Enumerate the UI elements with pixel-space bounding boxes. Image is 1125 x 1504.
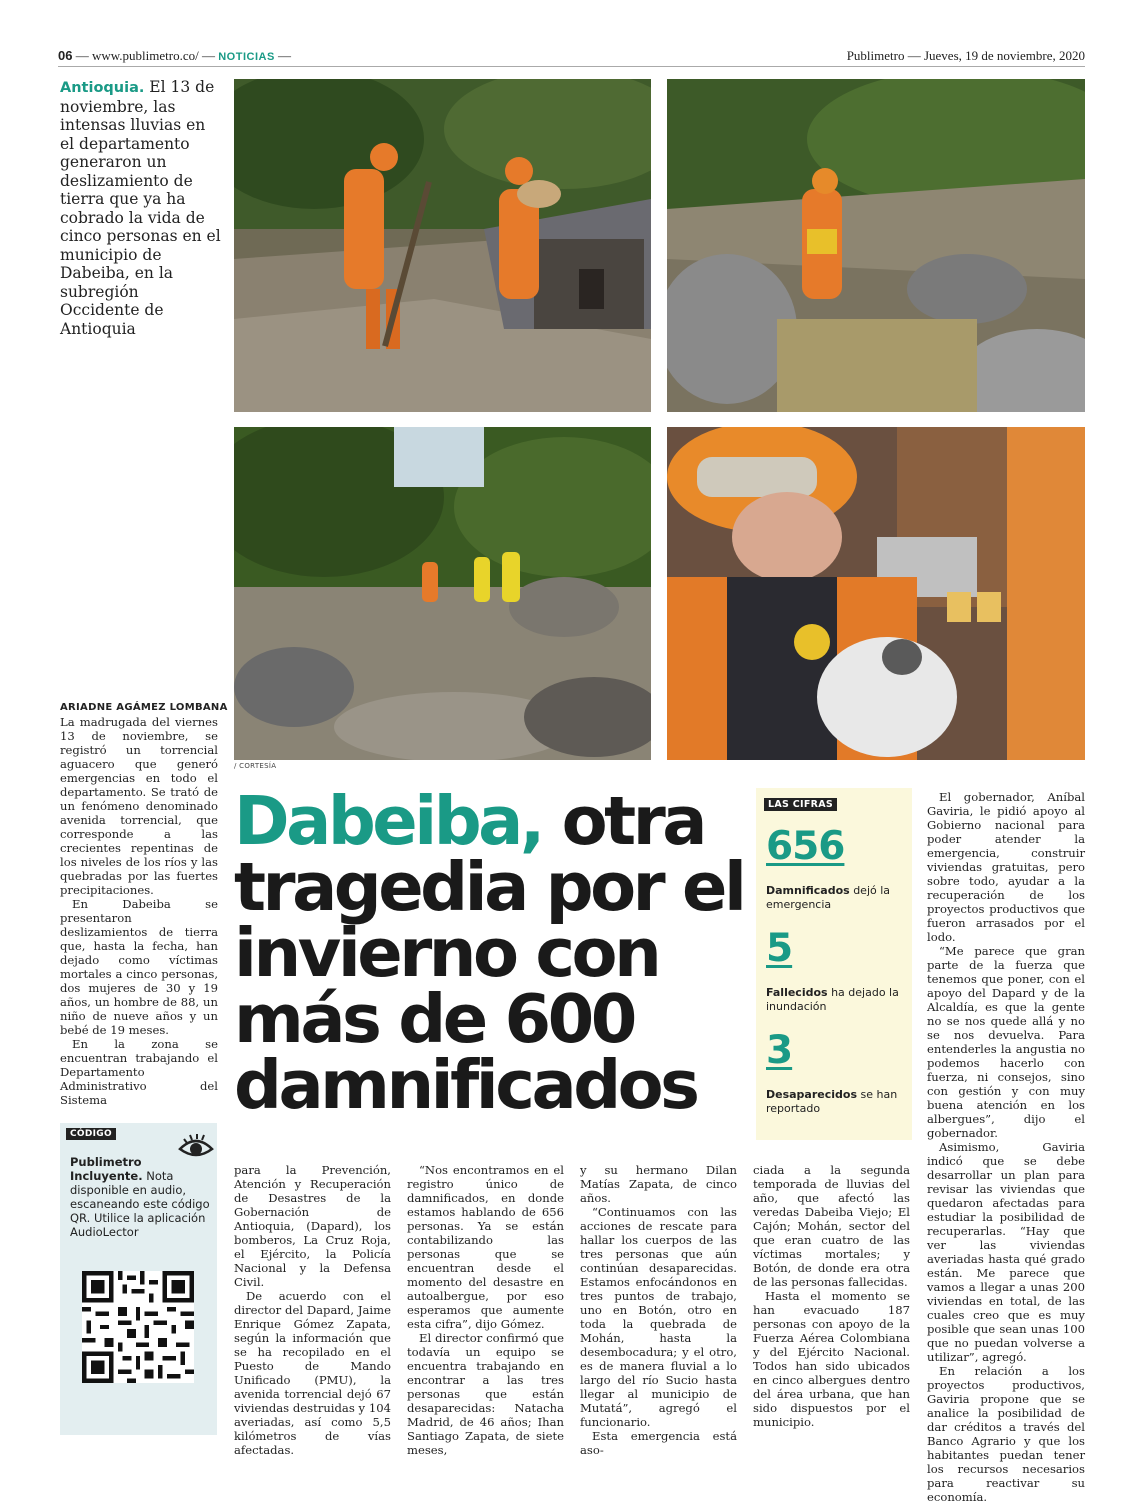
headline <box>234 782 754 1124</box>
paragraph: Esta emergencia está aso- <box>580 1429 737 1457</box>
body-column-bottom-3 <box>580 1163 737 1457</box>
cifra-bold: Damnificados <box>766 884 850 897</box>
photo-rescuers-dog <box>234 79 651 412</box>
codigo-text <box>70 1155 210 1239</box>
lead-caption <box>60 78 222 338</box>
cifra-text: se han reportado <box>766 1088 898 1115</box>
header-left <box>58 48 291 64</box>
cifra-description <box>766 986 906 1014</box>
cifra-number: 5 <box>766 926 793 971</box>
body-column-right <box>927 790 1085 1504</box>
paragraph: En relación a los proyectos productivos, Gaviria propone que se analice la posibilidad de dar créditos a través del Banco Agrario y que los habitantes puedan tener los recursos necesarios para reactivar su economía. <box>927 1364 1085 1504</box>
photo-credit: / CORTESÍA <box>234 762 277 770</box>
paragraph: El gobernador, Aníbal Gaviria, le pidió apoyo al Gobierno nacional para poder atender la emergencia, construir viviendas gratuitas, pero sobre todo, ayudar a la recuperación de los proyectos productivos que fueron arrasados por el lodo. <box>927 790 1085 944</box>
codigo-bold: Publimetro Incluyente. <box>70 1155 143 1183</box>
lead-text: El 13 de noviembre, las intensas lluvias en el departamento generaron un deslizamiento de tierra que ya ha cobrado la vida de cinco personas en el municipio de Dabeiba, en la subregión Occidente de Antioquia <box>60 78 221 338</box>
paragraph: para la Prevención, Atención y Recuperación de Desastres de la Gobernación de Antioquia, (Dapard), los bomberos, La Cruz Roja, el Ejército, la Policía Nacional y la Defensa Civil. <box>234 1163 391 1289</box>
cifra-text: ha dejado la inundación <box>766 986 899 1013</box>
cifra-bold: Desaparecidos <box>766 1088 858 1101</box>
cifra-text: dejó la emergencia <box>766 884 891 911</box>
cifra-bold: Fallecidos <box>766 986 828 999</box>
paragraph: “Nos encontramos en el registro único de damnificados, en donde estamos hablando de 656 personas. Ya se están contabilizando las personas que se encuentran desde el momento del desastre en autoalbergue, por eso esperamos que aumente esta cifra”, dijo Gómez. <box>407 1163 564 1331</box>
cifra-number: 3 <box>766 1028 793 1073</box>
masthead-date: Publimetro — Jueves, 19 de noviembre, 2020 <box>846 48 1085 63</box>
paragraph: “Continuamos con las acciones de rescate para hallar los cuerpos de las tres personas que aún continúan desaparecidas. Estamos enfocándonos en tres puntos de trabajo, uno en Botón, otro en toda la quebrada de Mohán, hasta la desembocadura; y el otro, es de manera fluvial a lo largo del río Sucio hasta llegar al municipio de Mutatá”, agregó el funcionario. <box>580 1205 737 1429</box>
body-column-bottom-4 <box>753 1163 910 1429</box>
body-column-bottom-1 <box>234 1163 391 1457</box>
paragraph: La madrugada del viernes 13 de noviembre, se registró un torrencial aguacero que generó emergencias en todo el departamento. Se trató de un fenómeno denominado avenida torrencial, que corresponde a las crecientes repentinas de los niveles de los ríos y las quebradas por las fuertes precipitaciones. <box>60 715 218 897</box>
cifras-box <box>756 788 912 1140</box>
paragraph: Asimismo, Gaviria indicó que se debe desarrollar un plan para revisar las viviendas que quedaron afectadas para estudiar la posibilidad de recuperarlas. “Hay que ver las viviendas averiadas hasta qué grado están. Me parece que vamos a llegar a unas 200 viviendas en total, de las cuales creo que es muy posible que sean unas 100 que no puedan volverse a utilizar”, agregó. <box>927 1140 1085 1364</box>
photo-rescuer-kitten <box>667 427 1085 760</box>
paragraph: ciada a la segunda temporada de lluvias del año, que afectó las veredas Dabeiba Viejo; El Cajón; Mohán, sector del que eran cuatro de las víctimas mortales; y Botón, de donde era otra de las personas fallecidas. <box>753 1163 910 1289</box>
cifra-number: 656 <box>766 824 845 869</box>
paragraph: y su hermano Dilan Matías Zapata, de cinco años. <box>580 1163 737 1205</box>
page-number: 06 <box>58 48 73 63</box>
lead-place: Antioquia. <box>60 80 145 96</box>
cifra-description <box>766 884 906 912</box>
qr-code-icon[interactable] <box>82 1271 194 1383</box>
codigo-box <box>60 1123 217 1435</box>
header-url[interactable]: — www.publimetro.co/ — <box>75 48 215 63</box>
body-column-bottom-2 <box>407 1163 564 1457</box>
paragraph: En Dabeiba se presentaron deslizamientos de tierra que, hasta la fecha, han dejado como víctimas mortales a cinco personas, dos mujeres de 30 y 19 años, un hombre de 88, un niño de nueve años y un bebé de 19 meses. <box>60 897 218 1037</box>
paragraph: “Me parece que gran parte de la fuerza que tenemos que poner, con el apoyo del Dapard y de la Alcaldía, es que la gente no se nos quede allá y no se nos devuelva. Para entenderles la angustia no podemos hacerlo con fuerza, ni consejos, sino con gestión y con muy buena atención en los albergues”, dijo el gobernador. <box>927 944 1085 1140</box>
paragraph: En la zona se encuentran trabajando el Departamento Administrativo del Sistema <box>60 1037 218 1107</box>
codigo-body: Nota disponible en audio, escaneando este código QR. Utilice la aplicación AudioLector <box>70 1169 210 1239</box>
cifra-description <box>766 1088 906 1116</box>
codigo-label: CÓDIGO <box>66 1128 116 1140</box>
section-dash: — <box>278 48 292 63</box>
paragraph: Hasta el momento se han evacuado 187 personas con apoyo de la Fuerza Aérea Colombiana y del Ejército Nacional. Todos han sido ubicados en cinco albergues dentro del área urbana, que han sido dispuestos por el municipio. <box>753 1289 910 1429</box>
cifras-label: LAS CIFRAS <box>764 798 837 811</box>
photo-rescuers-riverbed <box>234 427 651 760</box>
paragraph: El director confirmó que todavía un equipo se encuentra trabajando en encontrar a las tres personas que están desaparecidas: Natacha Madrid, de 46 años; Ihan Santiago Zapata, de siete meses, <box>407 1331 564 1457</box>
headline-text: otra tragedia por el invierno con más de 600 damnificados <box>234 782 744 1124</box>
paragraph: De acuerdo con el director del Dapard, Jaime Enrique Gómez Zapata, según la información que se ha recopilado en el Puesto de Mando Unificado (PMU), la avenida torrencial dejó 67 viviendas destruidas y 104 averiadas, así como 5,5 kilómetros de vías afectadas. <box>234 1289 391 1457</box>
section-name: NOTICIAS <box>218 51 275 63</box>
body-column-left <box>60 715 218 1107</box>
page-header <box>58 48 1085 67</box>
photo-rescuer-river <box>667 79 1085 412</box>
headline-highlight: Dabeiba, <box>234 782 542 860</box>
byline: ARIADNE AGÁMEZ LOMBANA <box>60 702 228 713</box>
